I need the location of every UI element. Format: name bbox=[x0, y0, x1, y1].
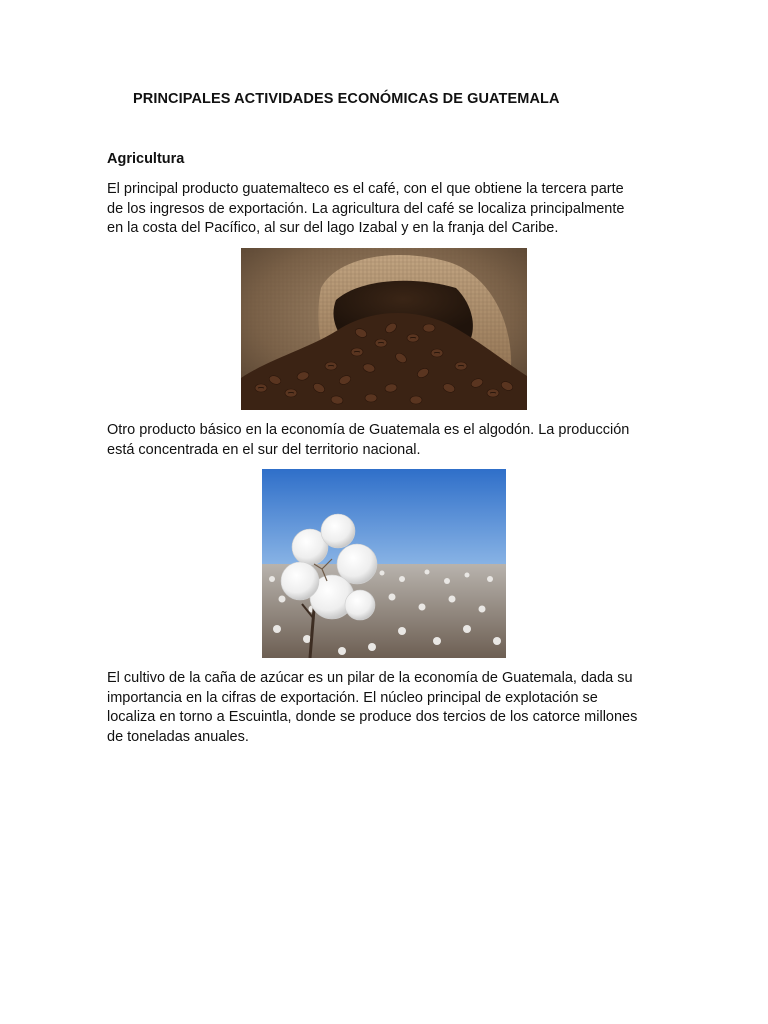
section-heading-agricultura: Agricultura bbox=[107, 151, 185, 167]
document-title: PRINCIPALES ACTIVIDADES ECONÓMICAS DE GUATEMALA bbox=[133, 91, 560, 107]
paragraph-line: importancia en la cifras de exportación. El núcleo principal de explotación se bbox=[107, 689, 598, 706]
paragraph-line: El cultivo de la caña de azúcar es un pilar de la economía de Guatemala, dada su bbox=[107, 670, 633, 686]
coffee-beans-photo bbox=[241, 248, 527, 410]
paragraph-line: en la costa del Pacífico, al sur del lago Izabal y en la franja del Caribe. bbox=[107, 220, 559, 237]
paragraph-line: El principal producto guatemalteco es el café, con el que obtiene la tercera parte bbox=[107, 181, 624, 197]
cotton-field-image bbox=[262, 469, 506, 658]
coffee-beans-image bbox=[241, 248, 527, 410]
paragraph-line: está concentrada en el sur del territorio nacional. bbox=[107, 441, 421, 458]
paragraph-cotton bbox=[107, 421, 667, 460]
paragraph-line: Otro producto básico en la economía de Guatemala es el algodón. La producción bbox=[107, 422, 630, 438]
cotton-photo bbox=[262, 469, 506, 658]
paragraph-line: de toneladas anuales. bbox=[107, 728, 249, 745]
paragraph-line: localiza en torno a Escuintla, donde se produce dos tercios de los catorce millones bbox=[107, 709, 638, 726]
paragraph-line: de los ingresos de exportación. La agricultura del café se localiza principalmente bbox=[107, 200, 625, 217]
paragraph-sugarcane bbox=[107, 669, 667, 747]
paragraph-coffee bbox=[107, 180, 667, 239]
